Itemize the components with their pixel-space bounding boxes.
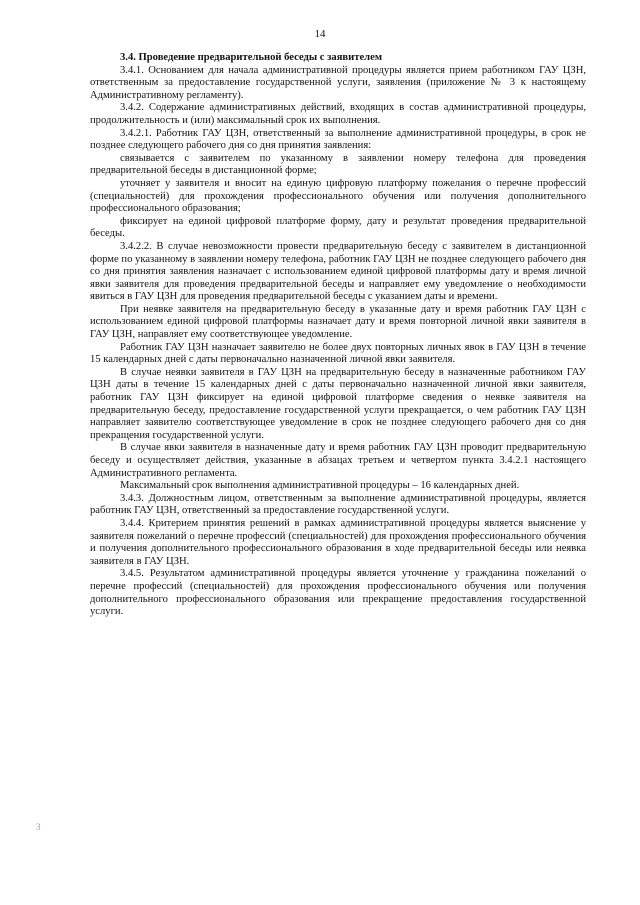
paragraph-termination: В случае неявки заявителя в ГАУ ЦЗН на предварительную беседу в назначенные работником ГАУ ЦЗН даты в течение 15 календарных дней с даты первоначально назначенной личной явки заявителя, работник ГАУ ЦЗН фиксирует на единой цифровой платформе сведения о неявке заявителя на предварительную беседу, предоставление государственной услуги прекращается, о чем работник ГАУ ЦЗН направляет заявителю соответствующее уведомление в срок не позднее следующего рабочего дня со дня прекращения государственной услуги.	[90, 366, 586, 441]
paragraph-3-4-1: 3.4.1. Основанием для начала административной процедуры является прием работником ГАУ ЦЗН, ответственным за предоставление государственной услуги, заявления (приложение № 3 к настоящему Административному регламенту).	[90, 64, 586, 101]
section-title: 3.4. Проведение предварительной беседы с заявителем	[120, 52, 383, 63]
paragraph-applicant-attends: В случае явки заявителя в назначенные дату и время работник ГАУ ЦЗН проводит предварительную беседу и осуществляет действия, указанные в абзацах третьем и четвертом пункта 3.4.2.1 настоящего Административного регламента.	[90, 442, 586, 479]
paragraph-no-show-repeat: При неявке заявителя на предварительную беседу в указанные дату и время работник ГАУ ЦЗН с использованием единой цифровой платформы назначает дату и время повторной личной явки заявителя в ГАУ ЦЗН, направляет ему соответствующее уведомление.	[90, 303, 586, 341]
paragraph-max-duration: Максимальный срок выполнения административной процедуры – 16 календарных дней.	[120, 480, 520, 492]
paragraph-3-4-2: 3.4.2. Содержание административных действий, входящих в состав административной процедуры, продолжительность и (или) максимальный срок их выполнения.	[90, 102, 586, 126]
page-number: 14	[314, 28, 326, 40]
paragraph-3-4-4: 3.4.4. Критерием принятия решений в рамках административной процедуры является выяснение у заявителя пожеланий о перечне профессий (специальностей) для прохождения профессионального обучения и получения дополнительного профессионального образования в ходе предварительной беседы или неявка заявителя в ГАУ ЦЗН.	[90, 517, 586, 567]
paragraph-record-result: фиксирует на единой цифровой платформе форму, дату и результат проведения предварительной беседы.	[90, 215, 586, 240]
document-body	[90, 52, 586, 619]
paragraph-3-4-2-1: 3.4.2.1. Работник ГАУ ЦЗН, ответственный за выполнение административной процедуры, в срок не позднее следующего рабочего дня со дня принятия заявления:	[90, 127, 586, 152]
paragraph-two-repeat-visits: Работник ГАУ ЦЗН назначает заявителю не более двух повторных личных явок в ГАУ ЦЗН в течение 15 календарных дней с даты первоначально назначенной личной явки заявителя.	[90, 341, 586, 366]
paragraph-contact-applicant: связывается с заявителем по указанному в заявлении номеру телефона для проведения предварительной беседы в дистанционной форме;	[90, 152, 586, 177]
paragraph-3-4-3: 3.4.3. Должностным лицом, ответственным за выполнение административной процедуры, является работник ГАУ ЦЗН, ответственный за предоставление государственной услуги.	[90, 492, 586, 517]
paragraph-3-4-2-2: 3.4.2.2. В случае невозможности провести предварительную беседу с заявителем в дистанционной форме по указанному в заявлении номеру телефона, работник ГАУ ЦЗН не позднее следующего рабочего дня со дня принятия заявления назначает с использованием единой цифровой платформы дату и время личной явки заявителя для проведения предварительной беседы и направляет ему уведомление о необходимости явиться в ГАУ ЦЗН для проведения предварительной беседы с указанием даты и времени.	[90, 240, 586, 303]
paragraph-clarify-wishes: уточняет у заявителя и вносит на единую цифровую платформу пожелания о перечне профессий (специальностей) для прохождения профессионального обучения или получения дополнительного профессионального образования;	[90, 177, 586, 215]
paragraph-3-4-5: 3.4.5. Результатом административной процедуры является уточнение у гражданина пожеланий о перечне профессий (специальностей) для прохождения профессионального обучения или получения дополнительного профессионального образования или прекращение предоставления государственной услуги.	[90, 568, 586, 618]
scan-mark: 3	[36, 822, 41, 832]
